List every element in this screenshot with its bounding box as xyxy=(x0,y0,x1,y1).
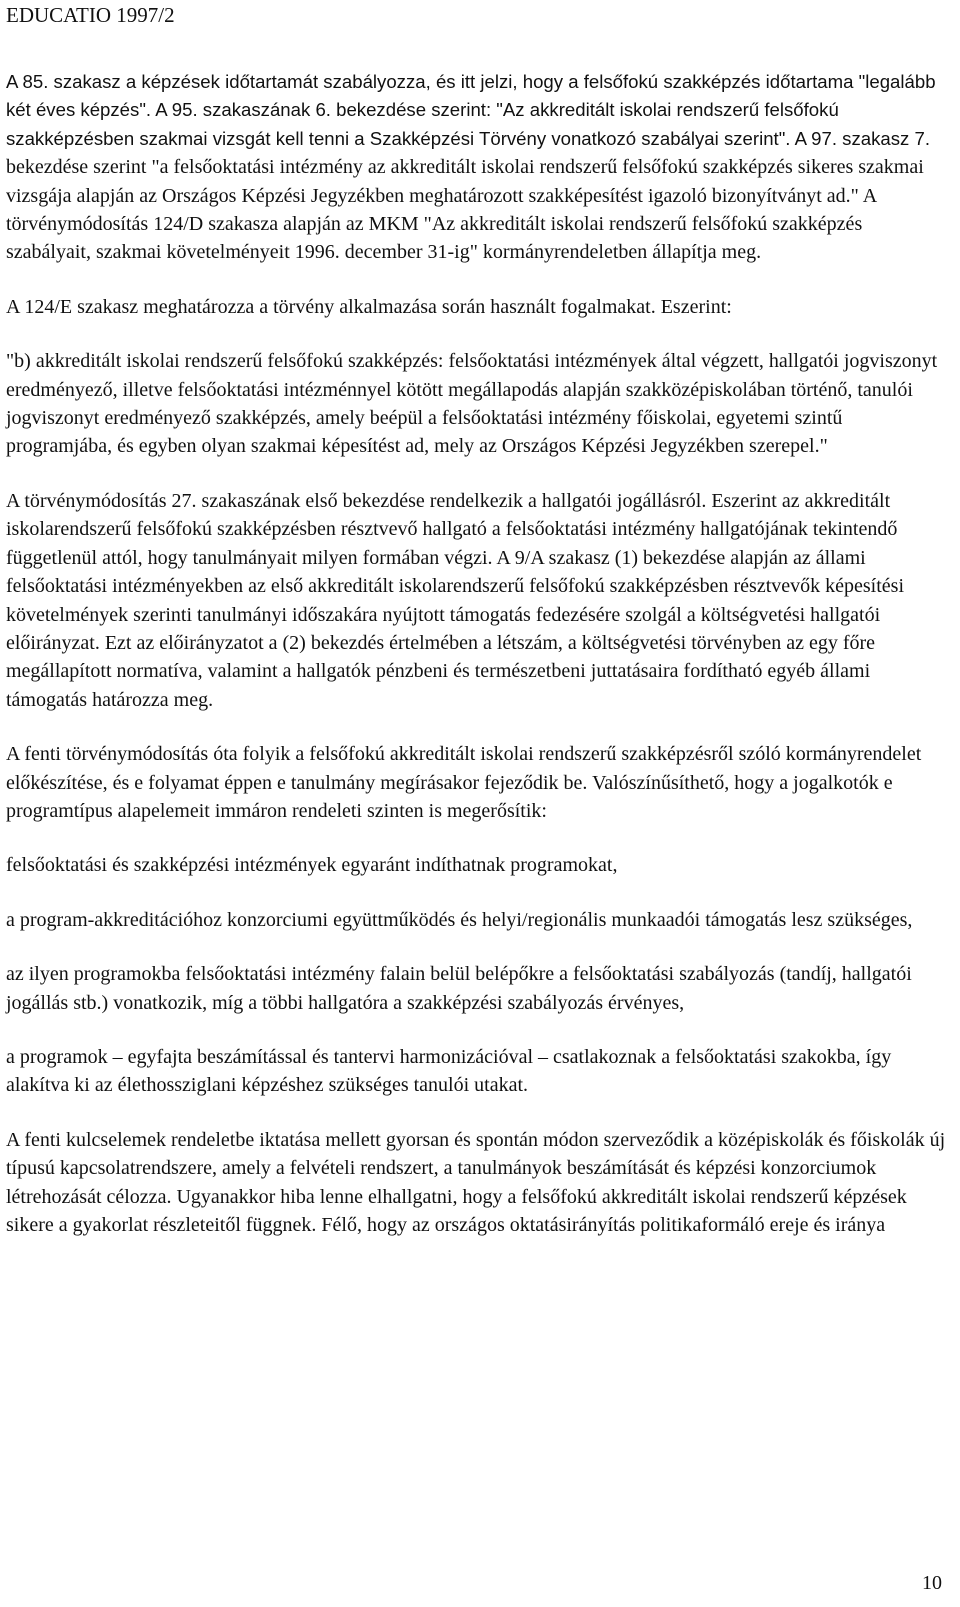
paragraph-definition-quote: "b) akkreditált iskolai rendszerű felsőfokú szakképzés: felsőoktatási intézmények által végzett, hallgatói jogviszonyt eredményező, illetve felsőoktatási intézménnyel kötött megállapodás alapján szakközépiskolában történő, tanulói jogviszonyt eredményező szakképzés, amely beépül a felsőoktatási intézmény főiskolai, egyetemi szintű programjába, és egyben olyan szakmai képesítést ad, mely az Országos Képzési Jegyzékben szerepel." xyxy=(6,350,938,458)
list-item-institutions: felsőoktatási és szakképzési intézmények egyaránt indíthatnak programokat, xyxy=(6,854,618,877)
list-item-regulation: az ilyen programokba felsőoktatási intézmény falain belül belépőkre a felsőoktatási szabályozás (tandíj, hallgatói jogállás stb.) vonatkozik, míg a többi hallgatóra a szakképzési szabályozás érvényes, xyxy=(6,963,912,1014)
page-number: 10 xyxy=(922,1572,942,1594)
paragraph-law-sections-part2: bekezdése szerint "a felsőoktatási intézmény az akkreditált iskolai rendszerű felsőfokú szakképzés sikeres szakmai vizsgája alapján az Országos Képzési Jegyzékben meghatározott szakképesítést igazoló bizonyítványt ad." A törvénymódosítás 124/D szakasza alapján az MKM "Az akkreditált iskolai rendszerű felsőfokú szakképzés szabályait, szakmai követelményeit 1996. december 31-ig" kormányrendeletben állapítja meg. xyxy=(6,156,924,264)
paragraph-government-decree: A fenti törvénymódosítás óta folyik a felsőfokú akkreditált iskolai rendszerű szakképzésről szóló kormányrendelet előkészítése, és e folyamat éppen e tanulmány megírásakor fejeződik be. Valószínűsíthető, hogy a jogalkotók e programtípus alapelemeit immáron rendeleti szinten is megerősítik: xyxy=(6,743,922,822)
paragraph-student-status: A törvénymódosítás 27. szakaszának első bekezdése rendelkezik a hallgatói jogállásról. Eszerint az akkreditált iskolarendszerű felsőfokú szakképzésben résztvevő hallgató a felsőoktatási intézmény hallgatójának tekintendő függetlenül attól, hogy tanulmányait milyen formában végzi. A 9/A szakasz (1) bekezdése alapján az állami felsőoktatási intézményekben az első akkreditált iskolarendszerű felsőfokú szakképzésben résztvevők képesítési követelmények szerinti tanulmányi időszakára nyújtott támogatás fedezésére szolgál a költségvetési hallgatói előirányzat. Ezt az előirányzatot a (2) bekezdés értelmében a létszám, a költségvetési törvényben az egy főre megállapított normatíva, valamint a hallgatók pénzbeni és természetbeni juttatásaira fordítható egyéb állami támogatás határozza meg. xyxy=(6,489,904,711)
article-body xyxy=(6,68,946,1265)
list-item-programs: a programok – egyfajta beszámítással és tantervi harmonizációval – csatlakoznak a felsőoktatási szakokba, így alakítva ki az élethossziglani képzéshez szükséges tanulói utakat. xyxy=(6,1045,892,1097)
list-item-accreditation: a program-akkreditációhoz konzorciumi együttműködés és helyi/regionális munkaadói támogatás lesz szükséges, xyxy=(6,908,913,931)
paragraph-law-sections xyxy=(6,68,946,267)
paragraph-definitions-intro: A 124/E szakasz meghatározza a törvény alkalmazása során használt fogalmakat. Eszerint: xyxy=(6,295,732,318)
paragraph-key-elements: A fenti kulcselemek rendeletbe iktatása mellett gyorsan és spontán módon szerveződik a középiskolák és főiskolák új típusú kapcsolatrendszere, amely a felvételi rendszert, a tanulmányok beszámítását és képzési konzorciumok létrehozását célozza. Ugyanakkor hiba lenne elhallgatni, hogy a felsőfokú akkreditált iskolai rendszerű képzések sikere a gyakorlat részleteitől függnek. Félő, hogy az országos oktatásirányítás politikaformáló ereje és iránya xyxy=(6,1128,946,1236)
paragraph-law-sections-part1: A 85. szakasz a képzések időtartamát szabályozza, és itt jelzi, hogy a felsőfokú szakképzés időtartama "legalább két éves képzés". A 95. szakaszának 6. bekezdése szerint: "Az akkreditált iskolai rendszerű felsőfokú szakképzésben szakmai vizsgát kell tenni a Szakképzési Törvény vonatkozó szabályai szerint". A 97. szakasz 7. xyxy=(6,71,936,149)
journal-header: EDUCATIO 1997/2 xyxy=(6,3,175,27)
